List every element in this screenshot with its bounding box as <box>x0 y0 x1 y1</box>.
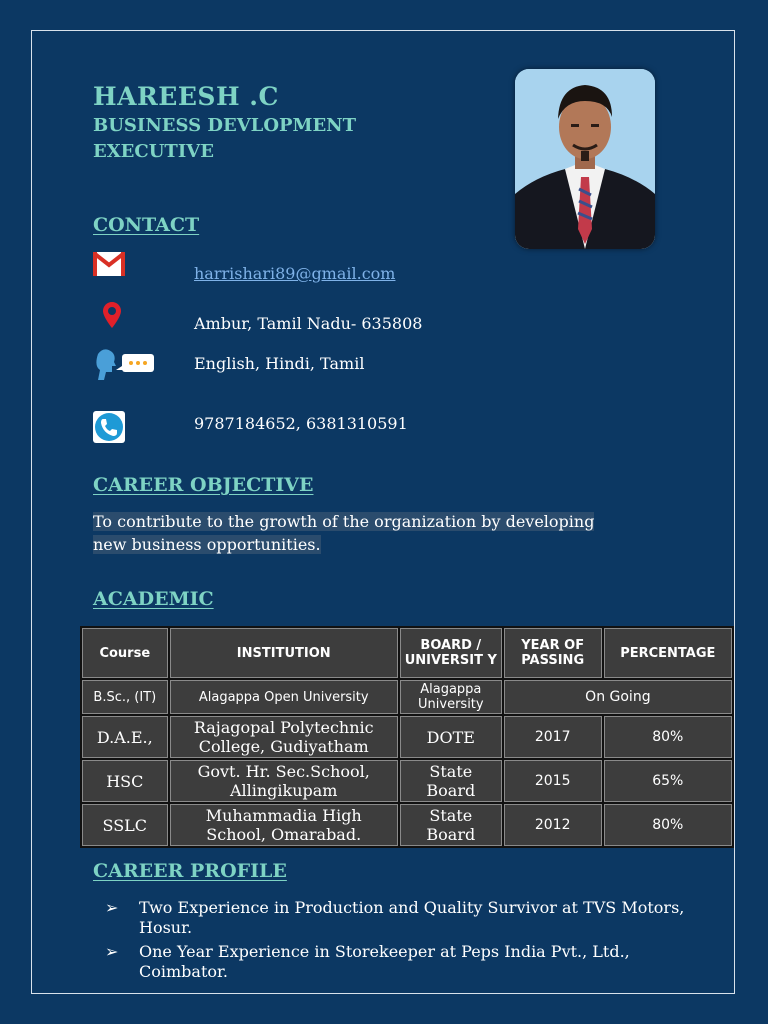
cell-board: Alagappa University <box>400 680 502 714</box>
header-percentage: PERCENTAGE <box>604 628 732 678</box>
arrow-bullet-icon: ➢ <box>105 898 119 917</box>
cell-year-status: On Going <box>504 680 732 714</box>
list-item <box>105 898 705 938</box>
header-year: YEAR OF PASSING <box>504 628 602 678</box>
header-course: Course <box>82 628 168 678</box>
header-institution: INSTITUTION <box>170 628 398 678</box>
email-link[interactable]: harrishari89@gmail.com <box>194 264 396 283</box>
job-title-line1: BUSINESS DEVLOPMENT <box>93 115 357 136</box>
cell-board: State Board <box>400 760 502 802</box>
profile-item-text: Two Experience in Production and Quality Survivor at TVS Motors, Hosur. <box>139 898 685 937</box>
gmail-icon <box>93 252 125 280</box>
cell-year: 2012 <box>504 804 602 846</box>
table-header-row <box>82 628 732 678</box>
table-row <box>82 760 732 802</box>
job-title-line2: EXECUTIVE <box>93 141 214 162</box>
phone-icon <box>93 411 125 447</box>
cell-course: HSC <box>82 760 168 802</box>
cell-board: DOTE <box>400 716 502 758</box>
cell-year: 2015 <box>504 760 602 802</box>
phone-text: 9787184652, 6381310591 <box>194 414 408 433</box>
objective-line1: To contribute to the growth of the organization by developing <box>93 512 595 531</box>
cell-institution: Rajagopal Polytechnic College, Gudiyatham <box>170 716 398 758</box>
table-row <box>82 716 732 758</box>
career-objective-text <box>93 510 653 556</box>
profile-item-text: One Year Experience in Storekeeper at Peps India Pvt., Ltd., Coimbator. <box>139 942 630 981</box>
career-profile-list <box>105 898 705 986</box>
academic-table <box>80 626 734 848</box>
arrow-bullet-icon: ➢ <box>105 942 119 961</box>
table-row <box>82 680 732 714</box>
languages-text: English, Hindi, Tamil <box>194 354 365 373</box>
cell-board: State Board <box>400 804 502 846</box>
speech-icon <box>92 348 156 386</box>
contact-heading: CONTACT <box>93 214 200 236</box>
cell-percentage: 80% <box>604 804 732 846</box>
cell-institution: Govt. Hr. Sec.School, Allingikupam <box>170 760 398 802</box>
cell-percentage: 80% <box>604 716 732 758</box>
candidate-name: HAREESH .C <box>93 82 279 111</box>
portrait-illustration <box>515 69 655 249</box>
cell-institution: Alagappa Open University <box>170 680 398 714</box>
cell-year: 2017 <box>504 716 602 758</box>
table-row <box>82 804 732 846</box>
cell-percentage: 65% <box>604 760 732 802</box>
profile-photo <box>515 69 655 249</box>
cell-course: D.A.E., <box>82 716 168 758</box>
location-pin-icon <box>103 302 121 332</box>
cell-institution: Muhammadia High School, Omarabad. <box>170 804 398 846</box>
job-title <box>93 113 356 165</box>
career-profile-heading: CAREER PROFILE <box>93 860 287 882</box>
objective-line2: new business opportunities. <box>93 535 321 554</box>
list-item <box>105 942 705 982</box>
academic-heading: ACADEMIC <box>93 588 214 610</box>
cell-course: B.Sc., (IT) <box>82 680 168 714</box>
header-board: BOARD / UNIVERSIT Y <box>400 628 502 678</box>
address-text: Ambur, Tamil Nadu- 635808 <box>194 314 423 333</box>
cell-course: SSLC <box>82 804 168 846</box>
career-objective-heading: CAREER OBJECTIVE <box>93 474 314 496</box>
